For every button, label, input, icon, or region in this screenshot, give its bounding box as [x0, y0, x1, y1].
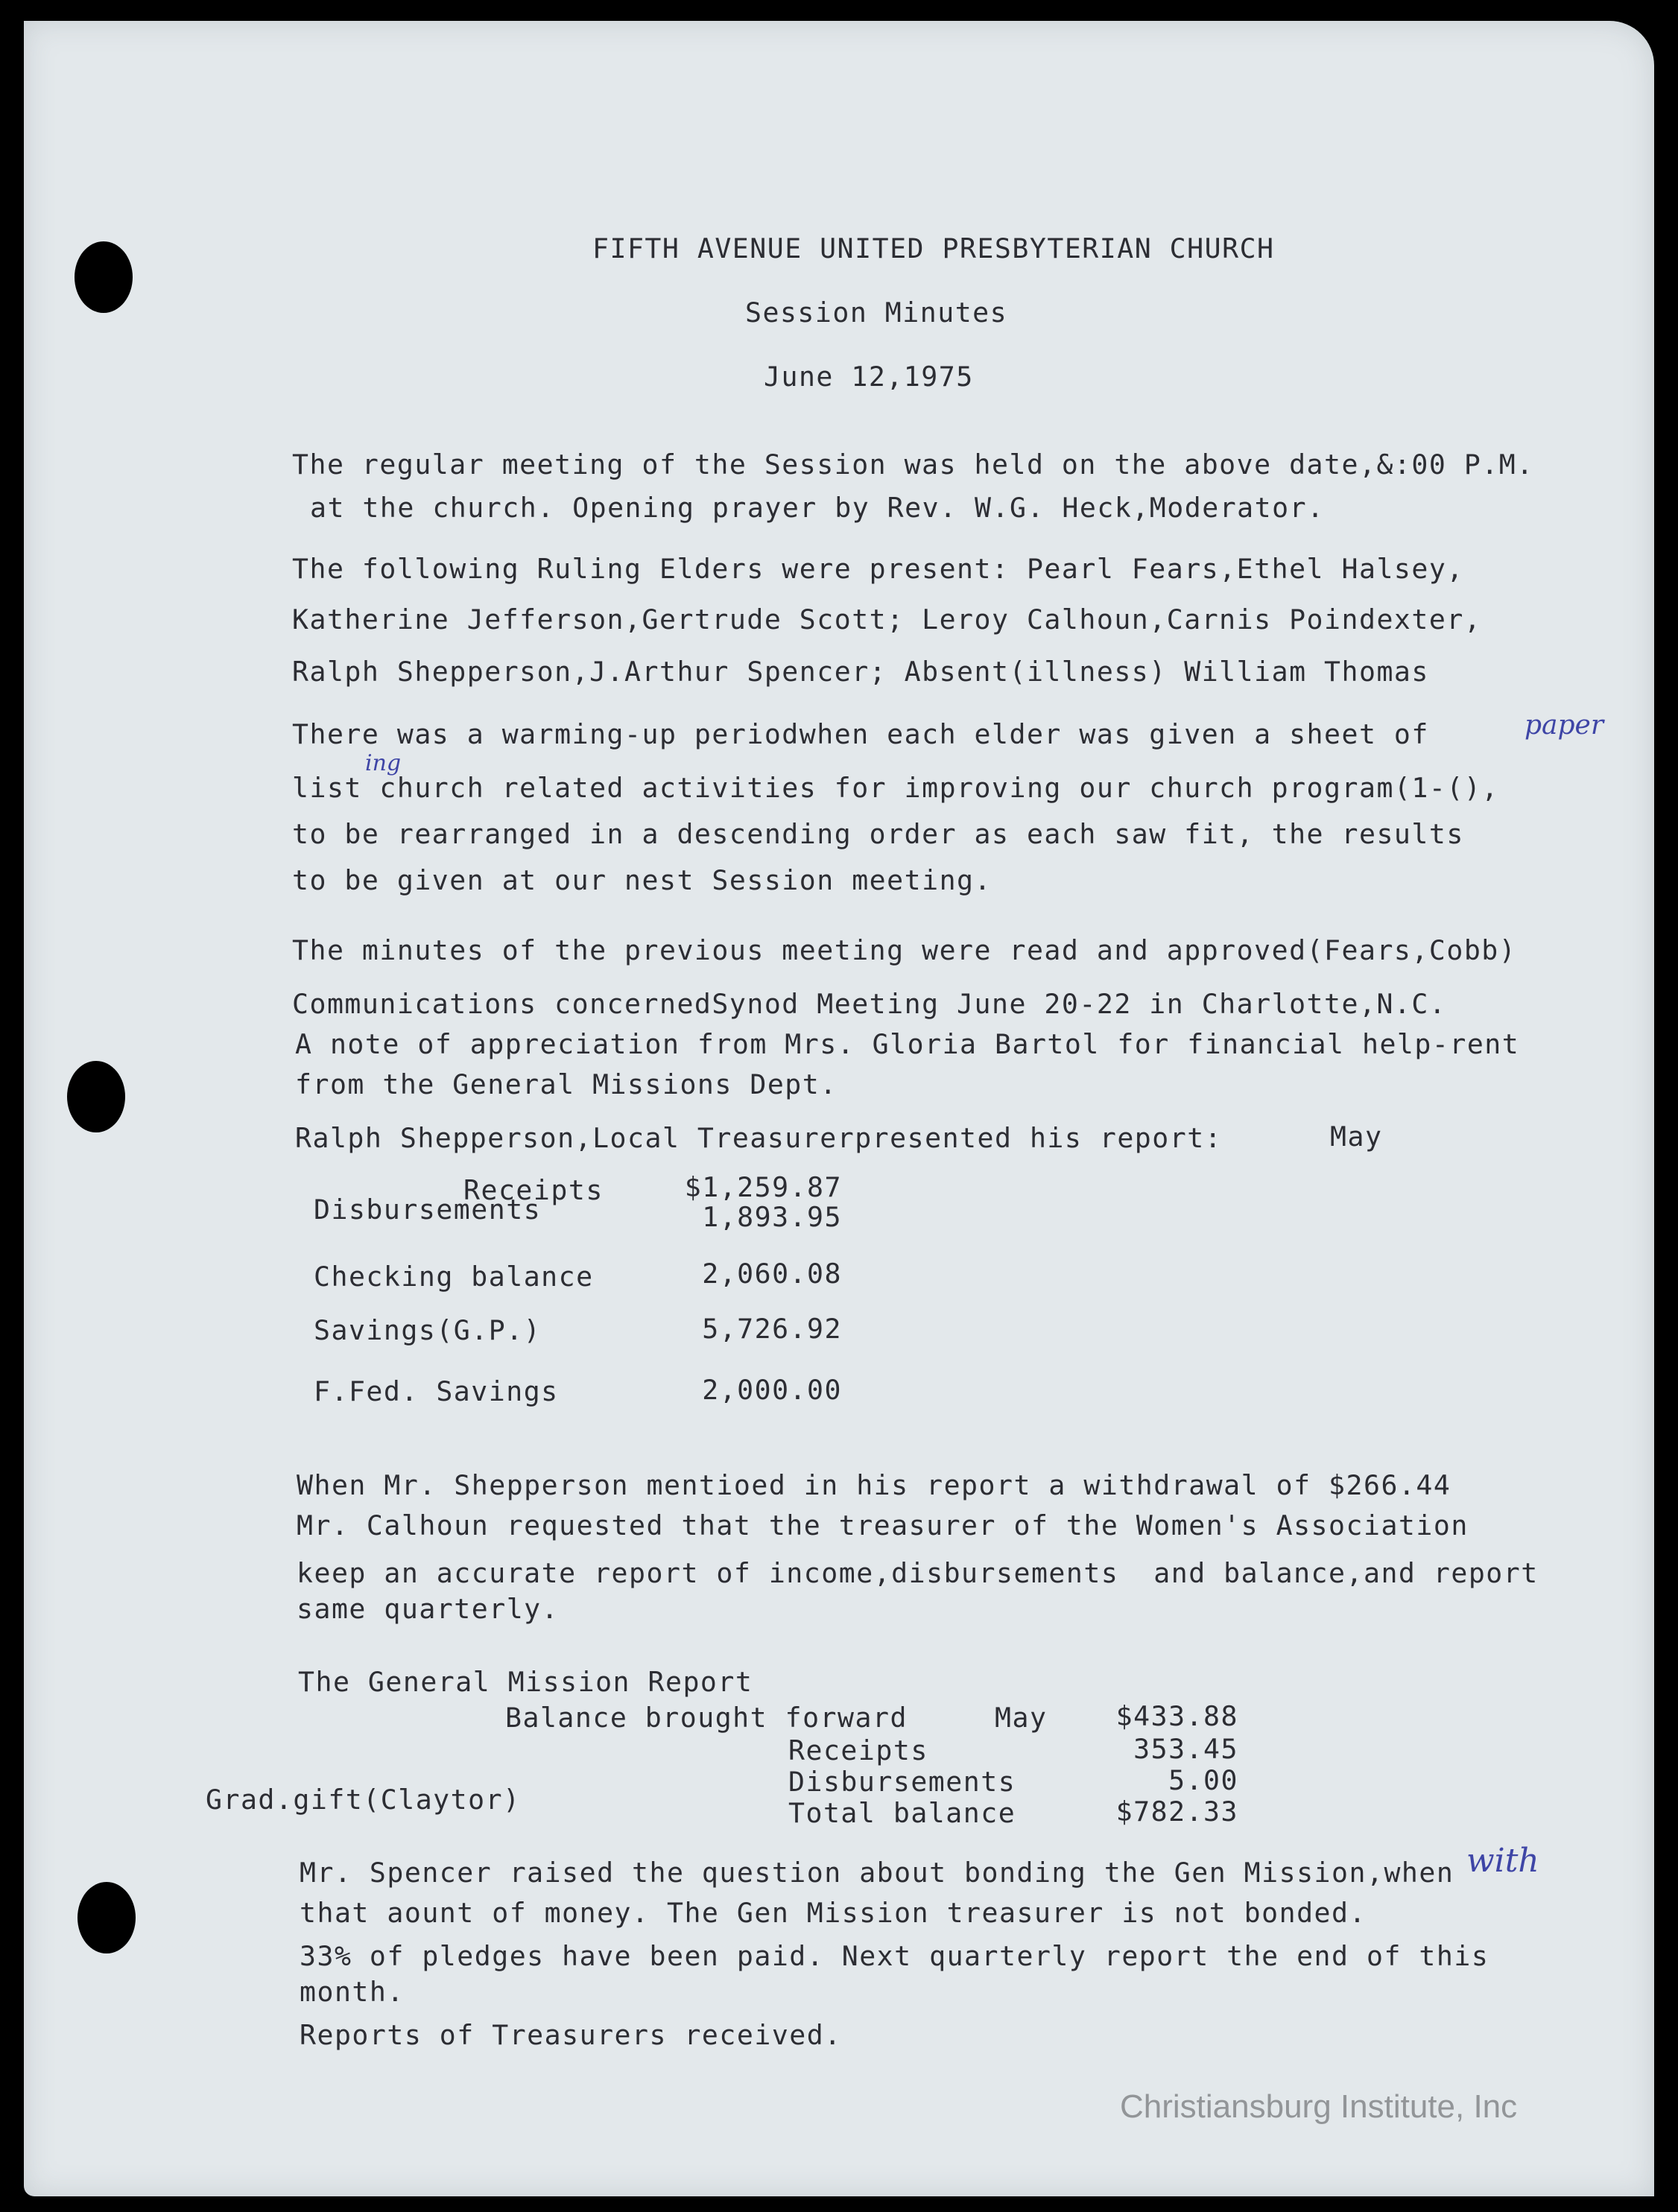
- warmup-line: list church related activities for improving our church program(1-(),: [292, 772, 1499, 804]
- withdrawal-line: When Mr. Shepperson mentioed in his report a withdrawal of $266.44: [297, 1469, 1451, 1501]
- elders-line: Katherine Jefferson,Gertrude Scott; Leroy Calhoun,Carnis Poindexter,: [292, 603, 1482, 636]
- mission-label: Disbursements: [788, 1766, 1016, 1798]
- closing-line: 33% of pledges have been paid. Next quarterly report the end of this: [300, 1940, 1489, 1972]
- mission-value: 5.00: [1168, 1764, 1238, 1796]
- archive-watermark: Christiansburg Institute, Inc: [1120, 2088, 1518, 2125]
- mission-label: Balance brought forward: [505, 1702, 908, 1734]
- handwritten-paper: paper: [1525, 710, 1604, 741]
- document-title: Session Minutes: [745, 297, 1008, 329]
- treasurer-label: Savings(G.P.): [314, 1314, 542, 1346]
- closing-line: Reports of Treasurers received.: [300, 2019, 842, 2051]
- minutes-line: A note of appreciation from Mrs. Gloria Bartol for financial help-rent: [295, 1028, 1520, 1060]
- minutes-line: Communications concernedSynod Meeting June 20-22 in Charlotte,N.C.: [292, 988, 1447, 1020]
- closing-line: month.: [300, 1976, 405, 2008]
- treasurer-month: May: [1330, 1121, 1383, 1153]
- grad-gift-note: Grad.gift(Claytor): [206, 1784, 521, 1816]
- withdrawal-line: keep an accurate report of income,disbursements and balance,and report: [297, 1557, 1539, 1589]
- warmup-line: to be rearranged in a descending order as each saw fit, the results: [292, 818, 1464, 850]
- treasurer-value: 1,893.95: [702, 1201, 842, 1233]
- mission-value: 353.45: [1133, 1733, 1238, 1765]
- elders-line: Ralph Shepperson,J.Arthur Spencer; Absent(illness) William Thomas: [292, 656, 1429, 688]
- treasurer-label: Disbursements: [314, 1194, 542, 1226]
- minutes-line: The minutes of the previous meeting were read and approved(Fears,Cobb): [292, 934, 1517, 966]
- treasurer-value: 2,000.00: [702, 1374, 842, 1406]
- mission-label: Total balance: [788, 1797, 1016, 1829]
- treasurer-label: Receipts: [463, 1174, 604, 1206]
- church-name: FIFTH AVENUE UNITED PRESBYTERIAN CHURCH: [592, 232, 1275, 264]
- withdrawal-line: Mr. Calhoun requested that the treasurer of the Women's Association: [297, 1509, 1469, 1541]
- treasurer-intro: Ralph Shepperson,Local Treasurerpresented his report:: [295, 1122, 1223, 1154]
- opening-line: at the church. Opening prayer by Rev. W.G. Heck,Moderator.: [310, 492, 1325, 524]
- warmup-line: to be given at our nest Session meeting.: [292, 864, 992, 896]
- warmup-line: There was a warming-up periodwhen each elder was given a sheet of: [292, 718, 1429, 750]
- closing-line: that aount of money. The Gen Mission treasurer is not bonded.: [300, 1897, 1367, 1929]
- treasurer-label: Checking balance: [314, 1261, 594, 1293]
- punch-hole: [75, 241, 133, 313]
- punch-hole: [67, 1061, 125, 1132]
- elders-line: The following Ruling Elders were present: Pearl Fears,Ethel Halsey,: [292, 553, 1464, 585]
- mission-value: $433.88: [1115, 1700, 1238, 1732]
- handwritten-with: with: [1466, 1842, 1539, 1880]
- minutes-line: from the General Missions Dept.: [295, 1068, 838, 1100]
- opening-line: The regular meeting of the Session was held on the above date,&:00 P.M.: [292, 449, 1534, 481]
- mission-title: The General Mission Report: [298, 1666, 753, 1698]
- withdrawal-line: same quarterly.: [297, 1593, 560, 1625]
- treasurer-value: 2,060.08: [702, 1258, 842, 1290]
- closing-line: Mr. Spencer raised the question about bonding the Gen Mission,when: [300, 1857, 1454, 1889]
- mission-month: May: [995, 1702, 1048, 1734]
- mission-value: $782.33: [1115, 1796, 1238, 1828]
- handwritten-ing: ing: [365, 750, 402, 776]
- punch-hole: [77, 1882, 136, 1953]
- treasurer-value: $1,259.87: [684, 1171, 842, 1203]
- mission-label: Receipts: [788, 1734, 928, 1766]
- meeting-date: June 12,1975: [764, 361, 974, 393]
- treasurer-value: 5,726.92: [702, 1313, 842, 1345]
- treasurer-label: F.Fed. Savings: [314, 1375, 559, 1407]
